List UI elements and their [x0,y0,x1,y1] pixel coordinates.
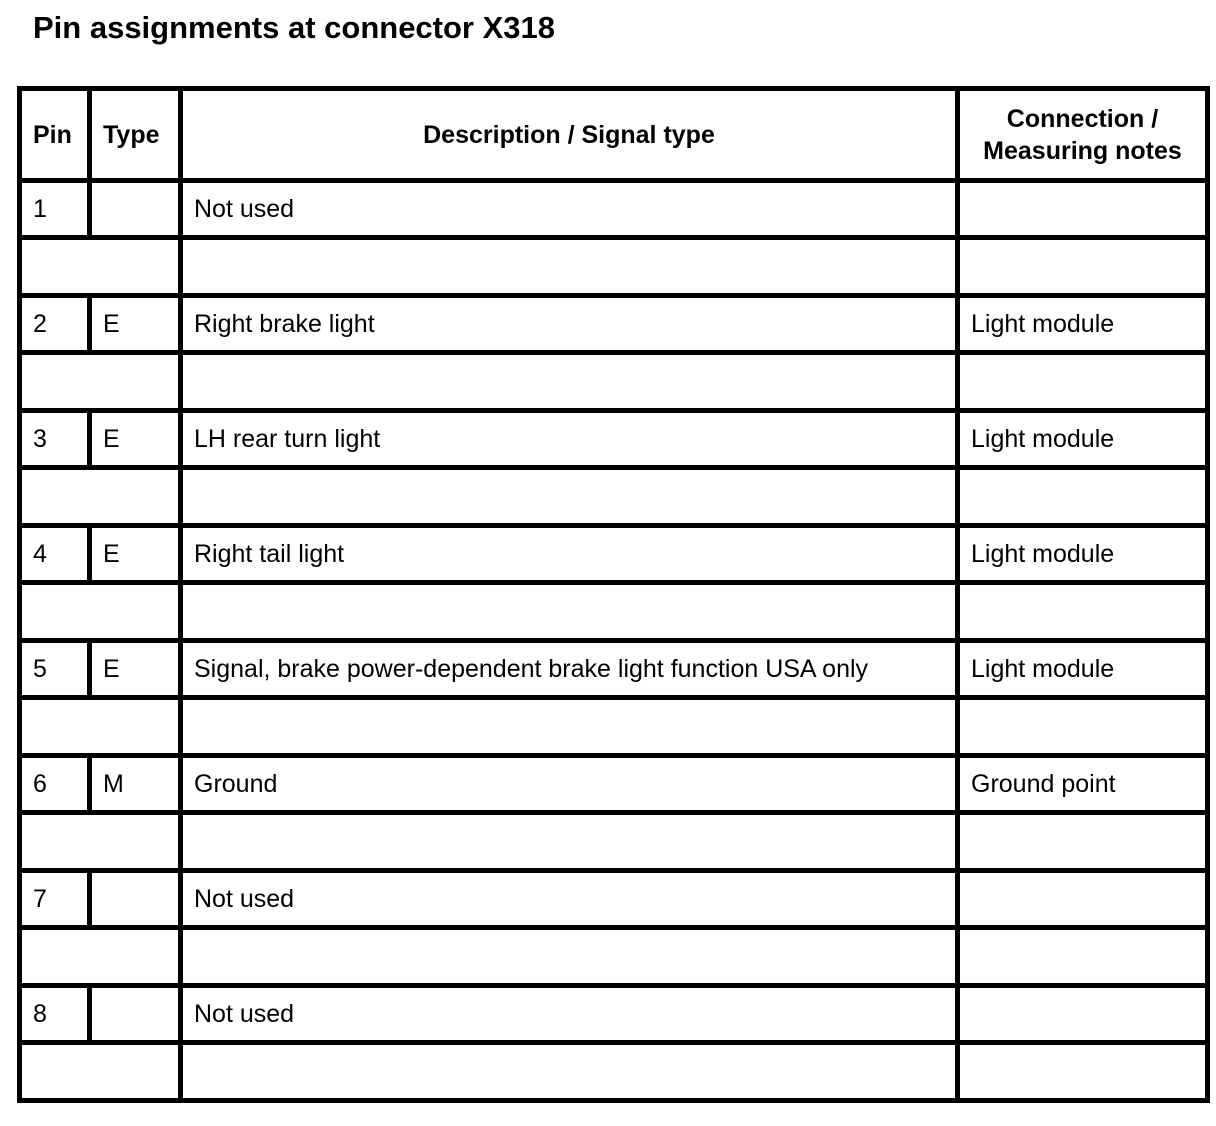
table-row [20,756,1208,813]
spacer-pin-type-cell [20,698,181,756]
type-cell: E [90,641,181,698]
connection-cell [958,871,1208,928]
spacer-connection-cell [958,583,1208,641]
spacer-description-cell [181,813,958,871]
type-cell: E [90,296,181,353]
type-cell [90,986,181,1043]
spacer-pin-type-cell [20,238,181,296]
table-row [20,181,1208,238]
spacer-connection-cell [958,928,1208,986]
spacer-pin-type-cell [20,928,181,986]
spacer-connection-cell [958,468,1208,526]
spacer-description-cell [181,583,958,641]
spacer-description-cell [181,238,958,296]
header-connection-line1: Connection / [1006,104,1159,133]
table-row [20,871,1208,928]
connection-cell [958,986,1208,1043]
header-connection-line2: Measuring notes [983,136,1182,165]
spacer-description-cell [181,1043,958,1101]
pin-cell: 7 [20,871,90,928]
spacer-connection-cell [958,238,1208,296]
connection-cell: Light module [958,296,1208,353]
spacer-row [20,1043,1208,1101]
header-connection [958,89,1208,181]
spacer-pin-type-cell [20,583,181,641]
table-row [20,641,1208,698]
description-cell: LH rear turn light [181,411,958,468]
type-cell [90,871,181,928]
header-type: Type [90,89,181,181]
spacer-connection-cell [958,353,1208,411]
spacer-description-cell [181,353,958,411]
spacer-description-cell [181,698,958,756]
table-row [20,526,1208,583]
page-title: Pin assignments at connector X318 [33,10,556,45]
spacer-connection-cell [958,1043,1208,1101]
pin-cell: 2 [20,296,90,353]
connection-cell: Light module [958,526,1208,583]
description-cell: Not used [181,871,958,928]
type-cell [90,181,181,238]
table-row [20,296,1208,353]
connection-cell [958,181,1208,238]
description-cell: Right brake light [181,296,958,353]
type-cell: E [90,526,181,583]
pin-cell: 5 [20,641,90,698]
table-body [20,181,1208,1101]
spacer-description-cell [181,928,958,986]
header-pin: Pin [20,89,90,181]
description-cell: Not used [181,986,958,1043]
spacer-pin-type-cell [20,353,181,411]
spacer-connection-cell [958,698,1208,756]
connection-cell: Light module [958,641,1208,698]
spacer-pin-type-cell [20,1043,181,1101]
pin-cell: 6 [20,756,90,813]
spacer-row [20,698,1208,756]
pin-cell: 3 [20,411,90,468]
spacer-description-cell [181,468,958,526]
header-row [20,89,1208,181]
pin-cell: 8 [20,986,90,1043]
pin-cell: 4 [20,526,90,583]
type-cell: M [90,756,181,813]
spacer-row [20,353,1208,411]
table-row [20,986,1208,1043]
header-description: Description / Signal type [181,89,958,181]
pin-cell: 1 [20,181,90,238]
connection-cell: Ground point [958,756,1208,813]
description-cell: Signal, brake power-dependent brake light function USA only [181,641,958,698]
pin-assignment-table [17,86,1210,1103]
spacer-row [20,238,1208,296]
description-cell: Right tail light [181,526,958,583]
spacer-row [20,583,1208,641]
spacer-connection-cell [958,813,1208,871]
description-cell: Ground [181,756,958,813]
type-cell: E [90,411,181,468]
table-row [20,411,1208,468]
spacer-row [20,813,1208,871]
spacer-pin-type-cell [20,468,181,526]
spacer-row [20,928,1208,986]
connection-cell: Light module [958,411,1208,468]
spacer-pin-type-cell [20,813,181,871]
description-cell: Not used [181,181,958,238]
spacer-row [20,468,1208,526]
